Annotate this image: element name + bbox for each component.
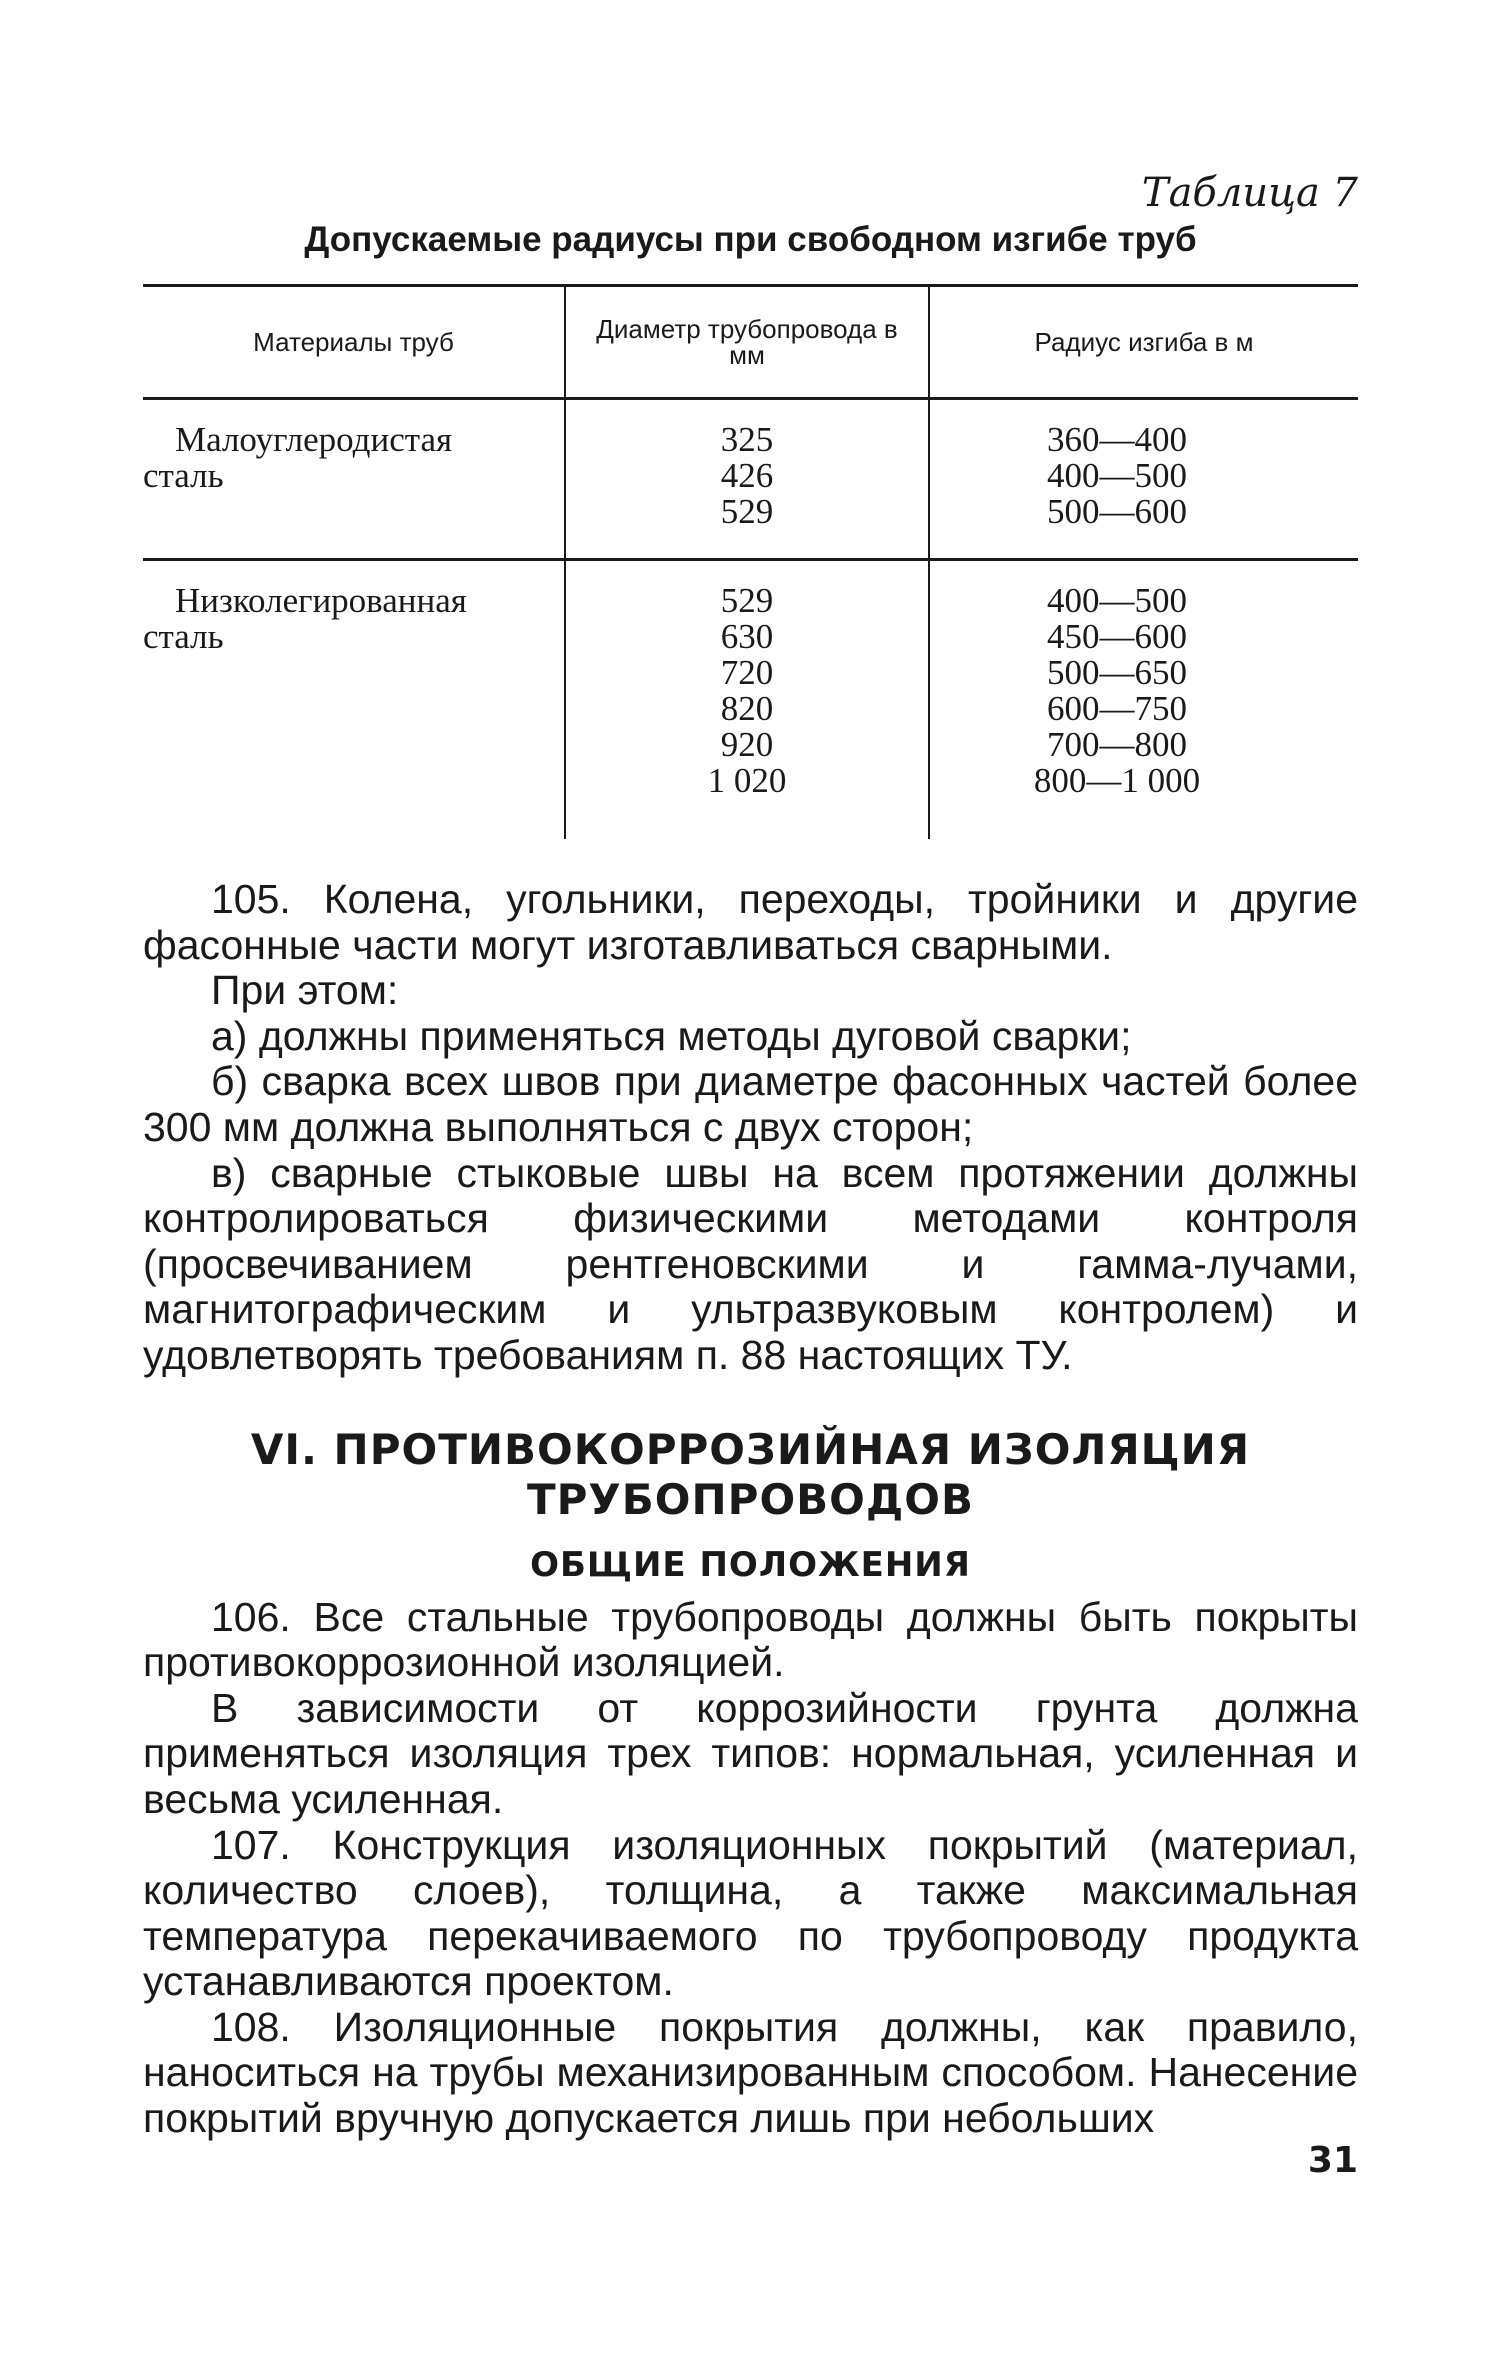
diameter-value: 920 (720, 725, 774, 764)
header-radius: Радиус изгиба в м (929, 286, 1358, 399)
diameter-cell (565, 560, 929, 840)
radius-cell (929, 560, 1358, 840)
paragraph-105: 105. Колена, угольники, переходы, тройники и другие фасонные части могут изготавливаться сварными. (143, 876, 1358, 968)
table-row (143, 399, 1358, 560)
paragraph-105-a: а) должны применяться методы дуговой сварки; (211, 1012, 1132, 1059)
material-line: сталь (143, 456, 224, 495)
paragraph-105-b: б) сварка всех швов при диаметре фасонных частей более 300 мм должна выполняться с двух сторон; (143, 1058, 1358, 1150)
body-text (143, 877, 1358, 1379)
radius-value: 450—600 (1047, 617, 1187, 656)
section-title (143, 1425, 1358, 1525)
radius-value: 700—800 (1047, 725, 1187, 764)
paragraph-105-intro: При этом: (211, 967, 399, 1014)
table-title: Допускаемые радиусы при свободном изгибе труб (304, 220, 1197, 259)
bend-radius-table (143, 284, 1358, 839)
paragraph-107: 107. Конструкция изоляционных покрытий (материал, количество слоев), толщина, а также максимальная температура перекачиваемого по трубопроводу продукта устанавливаются проектом. (143, 1821, 1358, 2005)
radius-value: 400—500 (1047, 581, 1187, 620)
paragraph-108: 108. Изоляционные покрытия должны, как правило, наноситься на трубы механизированным способом. Нанесение покрытий вручную допускается лишь при небольших (143, 2003, 1358, 2142)
page-number: 31 (1307, 2140, 1358, 2181)
radius-value: 800—1 000 (1033, 761, 1201, 800)
material-line: Низколегированная (175, 581, 467, 620)
table-label: Таблица 7 (1141, 170, 1358, 216)
material-line: Малоуглеродистая (175, 420, 453, 459)
diameter-cell (565, 399, 929, 560)
radius-value: 360—400 (1047, 420, 1187, 459)
diameter-value: 1 020 (707, 761, 787, 800)
paragraph-105-c: в) сварные стыковые швы на всем протяжении должны контролироваться физическими методами контроля (просвечиванием рентгеновскими и гамма-лучами, магнитографическим и ультразвуковым контролем) и удовлетворять требованиям п. 88 настоящих ТУ. (143, 1149, 1358, 1378)
radius-value: 500—600 (1047, 492, 1187, 531)
diameter-value: 529 (720, 581, 774, 620)
table-header-row (143, 286, 1358, 399)
diameter-value: 820 (720, 689, 774, 728)
header-diameter: Диаметр трубопровода в мм (565, 286, 929, 399)
table-row (143, 560, 1358, 840)
page-content (143, 170, 1358, 2142)
section-title-line: ТРУБОПРОВОДОВ (526, 1474, 974, 1524)
diameter-value: 325 (720, 420, 774, 459)
material-cell (143, 399, 565, 560)
subsection-title: ОБЩИЕ ПОЛОЖЕНИЯ (530, 1544, 971, 1585)
radius-value: 400—500 (1047, 456, 1187, 495)
radius-value: 600—750 (1047, 689, 1187, 728)
body-text-2 (143, 1595, 1358, 2142)
radius-cell (929, 399, 1358, 560)
material-cell (143, 560, 565, 840)
radius-value: 500—650 (1047, 653, 1187, 692)
paragraph-106-b: В зависимости от коррозийности грунта должна применяться изоляция трех типов: нормальная, усиленная и весьма усиленная. (143, 1684, 1358, 1822)
material-line: сталь (143, 617, 224, 656)
diameter-value: 630 (720, 617, 774, 656)
paragraph-106: 106. Все стальные трубопроводы должны быть покрыты противокоррозионной изоляцией. (143, 1593, 1358, 1686)
header-material: Материалы труб (143, 286, 565, 399)
diameter-value: 426 (720, 456, 774, 495)
diameter-value: 529 (720, 492, 774, 531)
diameter-value: 720 (720, 653, 774, 692)
section-title-line: VI. ПРОТИВОКОРРОЗИЙНАЯ ИЗОЛЯЦИЯ (250, 1424, 1251, 1474)
